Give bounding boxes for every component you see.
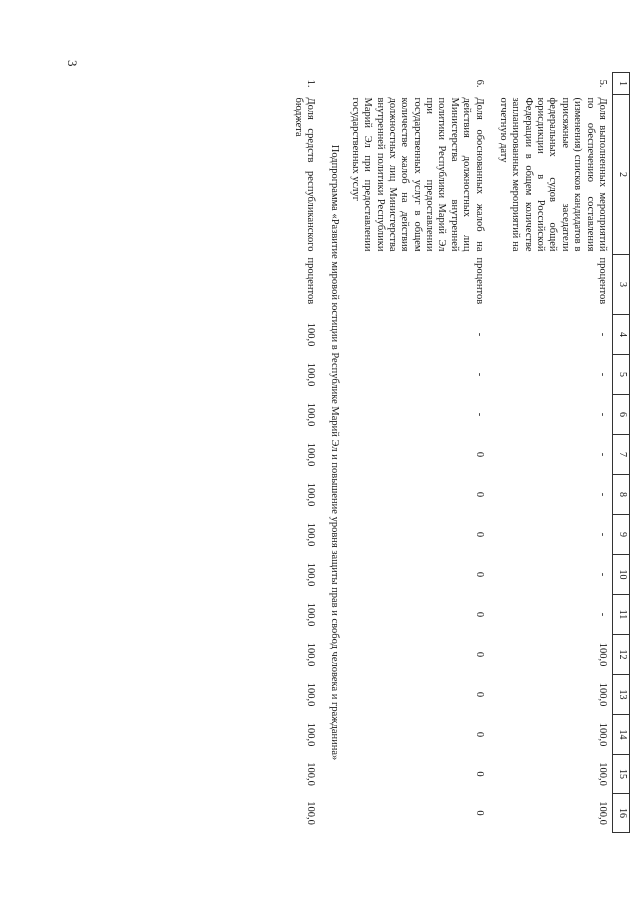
indicator-description: Доля выполненных мероприятий по обеспечению составления (изменения) списков кандидатов в присяжные заседатели федеральных судов общей юрисдикции в Российской Федерации в общем количестве запланированных мероприятий на отчетную дату — [498, 97, 608, 252]
value-cell: - — [597, 332, 608, 337]
value-cell: 0 — [473, 451, 485, 458]
value-cell: - — [597, 612, 608, 617]
header-cell: 8 — [613, 475, 630, 515]
header-cell: 5 — [613, 355, 630, 395]
subprogram-title: Подпрограмма «Развитие мировой юстиции в Республике Марий Эл и повышение уровня защиты прав и свобод человека и гражданина» — [329, 144, 341, 761]
value-cell: 100,0 — [597, 762, 608, 786]
subprogram-heading-row — [320, 73, 346, 833]
table-row — [495, 73, 613, 833]
header-cell: 2 — [613, 95, 630, 255]
value-cell: 100,0 — [305, 402, 317, 427]
value-cell: - — [473, 412, 485, 417]
value-cell: 100,0 — [305, 762, 317, 786]
header-cell: 1 — [613, 73, 630, 95]
value-cell: 100,0 — [305, 522, 317, 547]
unit-cell: процентов — [597, 257, 608, 305]
header-cell: 3 — [613, 255, 630, 315]
value-cell: - — [597, 532, 608, 537]
header-cell: 12 — [613, 635, 630, 675]
value-cell: 100,0 — [305, 801, 317, 825]
value-cell: 100,0 — [305, 562, 317, 587]
unit-cell: процентов — [305, 257, 317, 305]
value-cell: - — [597, 452, 608, 457]
rotated-table-container — [130, 72, 630, 832]
value-cell: 100,0 — [305, 362, 317, 387]
header-cell: 14 — [613, 715, 630, 755]
row-number: 5. — [597, 79, 608, 88]
header-cell: 10 — [613, 555, 630, 595]
header-cell: 16 — [613, 794, 630, 833]
indicator-description: Доля средств республиканского бюджета — [292, 97, 317, 252]
indicator-description: Доля обоснованных жалоб на действия должностных лиц Министерства внутренней политики Республики Марий Эл при предоставлении государственных услуг в общем количестве жалоб на действия должностных лиц Министерства внутренней политики Республики Марий Эл при предоставлении государственных услуг — [349, 97, 485, 252]
value-cell: 0 — [473, 651, 485, 658]
value-cell: - — [597, 572, 608, 577]
value-cell: 100,0 — [305, 482, 317, 507]
value-cell: 0 — [473, 810, 485, 816]
header-cell: 13 — [613, 675, 630, 715]
header-cell: 7 — [613, 435, 630, 475]
value-cell: 100,0 — [305, 322, 317, 347]
table-row — [347, 73, 489, 833]
value-cell: 0 — [473, 731, 485, 738]
value-cell: - — [473, 332, 485, 337]
row-number: 6. — [473, 79, 485, 88]
table-header-row — [613, 73, 630, 833]
row-spacer — [489, 73, 495, 833]
value-cell: - — [473, 372, 485, 377]
value-cell: 100,0 — [597, 722, 608, 747]
page-number: 3 — [65, 60, 80, 67]
value-cell: 100,0 — [597, 801, 608, 825]
value-cell: - — [597, 492, 608, 497]
value-cell: 0 — [473, 611, 485, 618]
indicators-table — [289, 72, 630, 833]
value-cell: 100,0 — [305, 642, 317, 667]
value-cell: - — [597, 372, 608, 377]
header-cell: 9 — [613, 515, 630, 555]
unit-cell: процентов — [473, 257, 485, 305]
value-cell: 0 — [473, 771, 485, 777]
row-number: 1. — [305, 79, 317, 88]
value-cell: 100,0 — [597, 682, 608, 707]
header-cell: 11 — [613, 595, 630, 635]
value-cell: 100,0 — [305, 602, 317, 627]
header-cell: 6 — [613, 395, 630, 435]
header-cell: 4 — [613, 315, 630, 355]
value-cell: 0 — [473, 571, 485, 578]
value-cell: 100,0 — [305, 442, 317, 467]
value-cell: 100,0 — [597, 642, 608, 667]
value-cell: 0 — [473, 491, 485, 498]
table-row — [289, 73, 320, 833]
value-cell: 0 — [473, 691, 485, 698]
value-cell: 100,0 — [305, 722, 317, 747]
value-cell: 0 — [473, 531, 485, 538]
value-cell: 100,0 — [305, 682, 317, 707]
value-cell: - — [597, 412, 608, 417]
header-cell: 15 — [613, 755, 630, 794]
